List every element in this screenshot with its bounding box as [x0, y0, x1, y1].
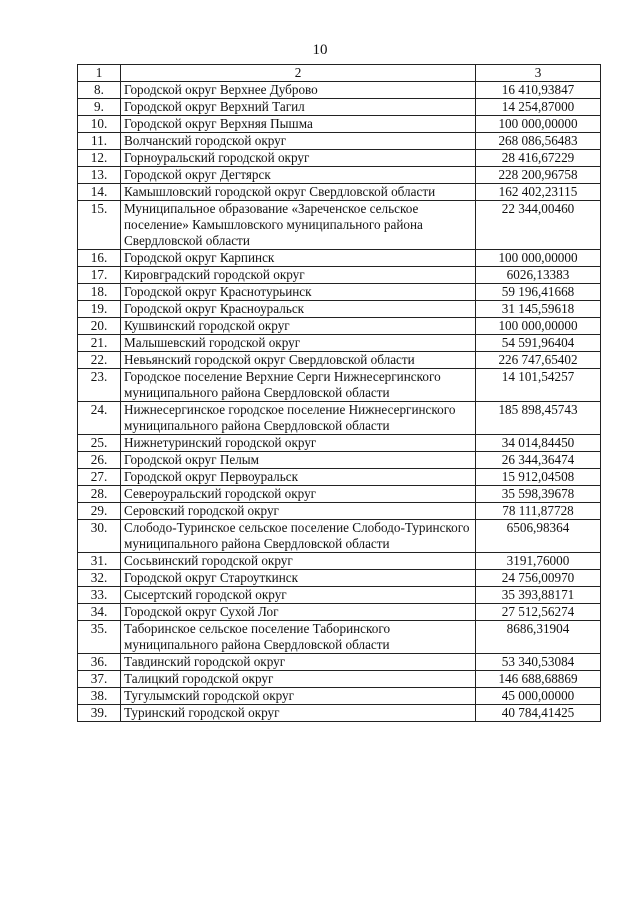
row-municipality-name: Кировградский городской округ	[121, 267, 476, 284]
table-row	[78, 116, 601, 133]
row-municipality-name: Городской округ Красноуральск	[121, 301, 476, 318]
row-amount: 6506,98364	[476, 520, 601, 553]
row-number: 36.	[78, 654, 121, 671]
row-amount: 100 000,00000	[476, 116, 601, 133]
table-row	[78, 369, 601, 402]
table-row	[78, 167, 601, 184]
table-row	[78, 520, 601, 553]
row-amount: 24 756,00970	[476, 570, 601, 587]
row-municipality-name: Муниципальное образование «Зареченское сельское поселение» Камышловского муниципального района Свердловской области	[121, 201, 476, 250]
row-amount: 54 591,96404	[476, 335, 601, 352]
table-row	[78, 553, 601, 570]
row-amount: 78 111,87728	[476, 503, 601, 520]
row-amount: 6026,13383	[476, 267, 601, 284]
row-number: 30.	[78, 520, 121, 553]
row-amount: 268 086,56483	[476, 133, 601, 150]
table-row	[78, 604, 601, 621]
row-amount: 226 747,65402	[476, 352, 601, 369]
table-row	[78, 587, 601, 604]
table-row	[78, 435, 601, 452]
row-municipality-name: Горноуральский городской округ	[121, 150, 476, 167]
row-municipality-name: Городской округ Верхнее Дуброво	[121, 82, 476, 99]
row-number: 32.	[78, 570, 121, 587]
row-number: 19.	[78, 301, 121, 318]
row-number: 23.	[78, 369, 121, 402]
table-row	[78, 352, 601, 369]
row-municipality-name: Городской округ Краснотурьинск	[121, 284, 476, 301]
row-number: 22.	[78, 352, 121, 369]
row-number: 10.	[78, 116, 121, 133]
row-municipality-name: Тугулымский городской округ	[121, 688, 476, 705]
table-row	[78, 301, 601, 318]
row-amount: 8686,31904	[476, 621, 601, 654]
row-amount: 14 254,87000	[476, 99, 601, 116]
table-row	[78, 402, 601, 435]
row-number: 14.	[78, 184, 121, 201]
row-municipality-name: Городской округ Сухой Лог	[121, 604, 476, 621]
table-row	[78, 335, 601, 352]
table-row	[78, 284, 601, 301]
row-amount: 45 000,00000	[476, 688, 601, 705]
row-number: 26.	[78, 452, 121, 469]
table-row	[78, 570, 601, 587]
row-amount: 34 014,84450	[476, 435, 601, 452]
table-row	[78, 250, 601, 267]
row-municipality-name: Слободо-Туринское сельское поселение Слободо-Туринского муниципального района Свердловской области	[121, 520, 476, 553]
row-amount: 16 410,93847	[476, 82, 601, 99]
row-municipality-name: Сысертский городской округ	[121, 587, 476, 604]
row-amount: 22 344,00460	[476, 201, 601, 250]
row-amount: 228 200,96758	[476, 167, 601, 184]
row-municipality-name: Городской округ Верхняя Пышма	[121, 116, 476, 133]
table-row	[78, 688, 601, 705]
row-number: 33.	[78, 587, 121, 604]
row-municipality-name: Городское поселение Верхние Серги Нижнесергинского муниципального района Свердловской области	[121, 369, 476, 402]
table-row	[78, 133, 601, 150]
row-municipality-name: Тавдинский городской округ	[121, 654, 476, 671]
row-amount: 162 402,23115	[476, 184, 601, 201]
row-number: 27.	[78, 469, 121, 486]
table-row	[78, 201, 601, 250]
row-number: 25.	[78, 435, 121, 452]
row-municipality-name: Камышловский городской округ Свердловской области	[121, 184, 476, 201]
table-row	[78, 705, 601, 722]
row-number: 17.	[78, 267, 121, 284]
table-row	[78, 503, 601, 520]
row-amount: 100 000,00000	[476, 318, 601, 335]
row-number: 12.	[78, 150, 121, 167]
row-municipality-name: Сосьвинский городской округ	[121, 553, 476, 570]
row-amount: 15 912,04508	[476, 469, 601, 486]
row-number: 31.	[78, 553, 121, 570]
row-municipality-name: Городской округ Пелым	[121, 452, 476, 469]
row-municipality-name: Кушвинский городской округ	[121, 318, 476, 335]
table-row	[78, 486, 601, 503]
row-number: 29.	[78, 503, 121, 520]
row-municipality-name: Городской округ Староуткинск	[121, 570, 476, 587]
table-row	[78, 671, 601, 688]
row-number: 11.	[78, 133, 121, 150]
row-number: 9.	[78, 99, 121, 116]
row-municipality-name: Волчанский городской округ	[121, 133, 476, 150]
row-municipality-name: Нижнетуринский городской округ	[121, 435, 476, 452]
table-row	[78, 452, 601, 469]
row-number: 15.	[78, 201, 121, 250]
row-municipality-name: Нижнесергинское городское поселение Нижнесергинского муниципального района Свердловской области	[121, 402, 476, 435]
row-municipality-name: Невьянский городской округ Свердловской области	[121, 352, 476, 369]
table-row	[78, 469, 601, 486]
row-amount: 59 196,41668	[476, 284, 601, 301]
row-municipality-name: Городской округ Карпинск	[121, 250, 476, 267]
column-header-amount: 3	[476, 65, 601, 82]
row-amount: 53 340,53084	[476, 654, 601, 671]
row-amount: 31 145,59618	[476, 301, 601, 318]
municipal-allocation-table	[77, 64, 601, 722]
row-number: 18.	[78, 284, 121, 301]
row-amount: 35 598,39678	[476, 486, 601, 503]
row-municipality-name: Таборинское сельское поселение Таборинского муниципального района Свердловской области	[121, 621, 476, 654]
table-row	[78, 267, 601, 284]
row-number: 13.	[78, 167, 121, 184]
row-amount: 146 688,68869	[476, 671, 601, 688]
row-amount: 100 000,00000	[476, 250, 601, 267]
column-header-name: 2	[121, 65, 476, 82]
row-number: 35.	[78, 621, 121, 654]
row-amount: 27 512,56274	[476, 604, 601, 621]
row-municipality-name: Городской округ Первоуральск	[121, 469, 476, 486]
row-number: 28.	[78, 486, 121, 503]
table-row	[78, 654, 601, 671]
table-row	[78, 99, 601, 116]
row-number: 24.	[78, 402, 121, 435]
table-row	[78, 184, 601, 201]
row-amount: 35 393,88171	[476, 587, 601, 604]
row-municipality-name: Туринский городской округ	[121, 705, 476, 722]
row-amount: 185 898,45743	[476, 402, 601, 435]
row-amount: 40 784,41425	[476, 705, 601, 722]
row-number: 20.	[78, 318, 121, 335]
row-municipality-name: Талицкий городской округ	[121, 671, 476, 688]
row-number: 39.	[78, 705, 121, 722]
page-number: 10	[312, 42, 328, 58]
column-header-number: 1	[78, 65, 121, 82]
row-amount: 28 416,67229	[476, 150, 601, 167]
row-municipality-name: Городской округ Верхний Тагил	[121, 99, 476, 116]
row-amount: 14 101,54257	[476, 369, 601, 402]
row-number: 16.	[78, 250, 121, 267]
table-row	[78, 318, 601, 335]
row-number: 37.	[78, 671, 121, 688]
row-municipality-name: Серовский городской округ	[121, 503, 476, 520]
table-row	[78, 82, 601, 99]
table-row	[78, 621, 601, 654]
row-amount: 3191,76000	[476, 553, 601, 570]
row-number: 8.	[78, 82, 121, 99]
table-header-row	[78, 65, 601, 82]
row-municipality-name: Североуральский городской округ	[121, 486, 476, 503]
row-municipality-name: Городской округ Дегтярск	[121, 167, 476, 184]
row-number: 21.	[78, 335, 121, 352]
table-row	[78, 150, 601, 167]
row-number: 34.	[78, 604, 121, 621]
row-municipality-name: Малышевский городской округ	[121, 335, 476, 352]
row-number: 38.	[78, 688, 121, 705]
row-amount: 26 344,36474	[476, 452, 601, 469]
